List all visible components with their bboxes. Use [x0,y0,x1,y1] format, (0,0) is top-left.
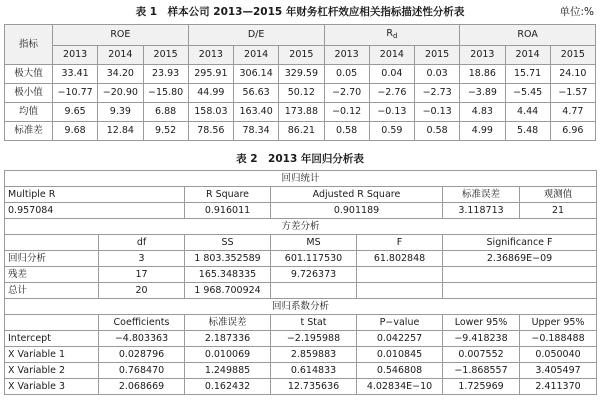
table-row [5,363,597,379]
table1-caption: 表 1 样本公司 2013—2015 年财务杠杆效应相关指标描述性分析表 [135,6,465,18]
value-cell: −2.70 [324,84,369,103]
row-label-cell: X Variable 3 [5,379,99,395]
group-header-cell [53,25,189,46]
year-header-cell: 2013 [324,46,369,65]
table-row [5,283,597,299]
table-row [5,122,596,141]
value-cell: 4.02834E−10 [357,379,443,395]
value-cell: −0.12 [324,103,369,122]
section-title: 回归系数分析 [5,299,597,315]
year-header-cell: 2013 [53,46,98,65]
year-header-cell: 2015 [279,46,324,65]
row-label-cell: 均值 [5,103,53,122]
row-label-cell: 标准差 [5,122,53,141]
value-cell: 0.58 [415,122,460,141]
value-cell: 173.88 [279,103,324,122]
value-cell: −2.195988 [271,331,357,347]
value-cell: −10.77 [53,84,98,103]
value-cell: 0.03 [415,65,460,84]
group-name: D/E [247,29,265,40]
value-cell: −20.90 [98,84,143,103]
value-cell: 21 [520,203,597,219]
value-cell: 0.028796 [99,347,185,363]
value-cell: 2.36869E−09 [443,251,597,267]
reg-stats-value-row [5,203,597,219]
value-cell: −0.13 [415,103,460,122]
table1-group-header-row [5,25,596,46]
value-cell: 0.614833 [271,363,357,379]
value-cell: 20 [99,283,185,299]
row-label-cell: 回归分析 [5,251,99,267]
value-cell: −0.188488 [520,331,597,347]
value-cell: −0.13 [369,103,414,122]
column-header-cell: Lower 95% [443,315,520,331]
value-cell [271,283,357,299]
reg-stats-header-row [5,187,597,203]
table-row [5,347,597,363]
value-cell: 601.117530 [271,251,357,267]
value-cell: 158.03 [188,103,233,122]
value-cell: 0.04 [369,65,414,84]
value-cell: 329.59 [279,65,324,84]
value-cell: 9.52 [143,122,188,141]
value-cell: 9.65 [53,103,98,122]
year-header-cell: 2013 [188,46,233,65]
value-cell: 295.91 [188,65,233,84]
value-cell: 9.39 [98,103,143,122]
column-header-cell [5,315,99,331]
group-subscript: d [392,32,398,40]
row-header-cell: 指标 [5,25,53,65]
section-title-row [5,219,597,235]
value-cell: 12.735636 [271,379,357,395]
value-cell: 3 [99,251,185,267]
table-row [5,251,597,267]
value-cell: 44.99 [188,84,233,103]
column-header-cell: 观测值 [520,187,597,203]
value-cell: 15.71 [505,65,550,84]
value-cell: −15.80 [143,84,188,103]
column-header-cell: Upper 95% [520,315,597,331]
table-row [5,379,597,395]
value-cell: 78.56 [188,122,233,141]
value-cell: 34.20 [98,65,143,84]
column-header-cell: Significance F [443,235,597,251]
year-header-cell: 2015 [143,46,188,65]
value-cell: 0.010845 [357,347,443,363]
value-cell: 1 968.700924 [185,283,271,299]
value-cell: 9.726373 [271,267,357,283]
value-cell: 4.83 [460,103,505,122]
value-cell: 0.007552 [443,347,520,363]
value-cell [443,267,597,283]
value-cell: 2.068669 [99,379,185,395]
group-name: R [386,28,393,39]
value-cell: −1.57 [550,84,595,103]
row-label-cell: 总计 [5,283,99,299]
value-cell: 12.84 [98,122,143,141]
year-header-cell: 2014 [369,46,414,65]
value-cell: 5.48 [505,122,550,141]
value-cell: −5.45 [505,84,550,103]
row-label-cell: X Variable 2 [5,363,99,379]
year-header-cell: 2014 [505,46,550,65]
value-cell: 50.12 [279,84,324,103]
value-cell: 4.44 [505,103,550,122]
column-header-cell: 标准误差 [185,315,271,331]
group-header-cell [188,25,324,46]
value-cell: −9.418238 [443,331,520,347]
value-cell: 0.957084 [5,203,185,219]
row-label-cell: 极大值 [5,65,53,84]
section-title: 方差分析 [5,219,597,235]
value-cell: −1.868557 [443,363,520,379]
value-cell: 61.802848 [357,251,443,267]
value-cell: 163.40 [234,103,279,122]
value-cell: 3.405497 [520,363,597,379]
column-header-cell: t Stat [271,315,357,331]
row-label-cell: 残差 [5,267,99,283]
value-cell: 0.916011 [185,203,271,219]
table-row [5,103,596,122]
value-cell: 2.187336 [185,331,271,347]
value-cell: 1.249885 [185,363,271,379]
value-cell [357,267,443,283]
column-header-cell: 标准误差 [443,187,520,203]
value-cell: 1.725969 [443,379,520,395]
value-cell: 0.050040 [520,347,597,363]
table2-caption: 表 2 2013 年回归分析表 [236,153,364,165]
year-header-cell: 2014 [234,46,279,65]
group-name: ROA [517,29,538,40]
value-cell: 0.162432 [185,379,271,395]
column-header-cell: F [357,235,443,251]
group-name: ROE [110,29,131,40]
value-cell: 17 [99,267,185,283]
value-cell: 165.348335 [185,267,271,283]
value-cell: 24.10 [550,65,595,84]
column-header-cell: P−value [357,315,443,331]
column-header-cell: df [99,235,185,251]
value-cell: 0.59 [369,122,414,141]
value-cell: 86.21 [279,122,324,141]
row-label-cell: 极小值 [5,84,53,103]
value-cell: 6.88 [143,103,188,122]
value-cell: 18.86 [460,65,505,84]
section-title-row [5,299,597,315]
value-cell: −2.73 [415,84,460,103]
column-header-cell: Adjusted R Square [271,187,443,203]
value-cell: 0.546808 [357,363,443,379]
regression-table [4,170,597,395]
group-header-cell [460,25,596,46]
value-cell [357,283,443,299]
coef-header-row [5,315,597,331]
value-cell: 56.63 [234,84,279,103]
year-header-cell: 2015 [550,46,595,65]
row-label-cell: X Variable 1 [5,347,99,363]
value-cell: 0.042257 [357,331,443,347]
value-cell: 0.58 [324,122,369,141]
table-row [5,84,596,103]
value-cell: 3.118713 [443,203,520,219]
value-cell [443,283,597,299]
value-cell: −3.89 [460,84,505,103]
table-row [5,65,596,84]
value-cell: 2.859883 [271,347,357,363]
year-header-cell: 2014 [98,46,143,65]
value-cell: 6.96 [550,122,595,141]
column-header-cell: SS [185,235,271,251]
row-label-cell: Intercept [5,331,99,347]
column-header-cell: R Square [185,187,271,203]
year-header-cell: 2013 [460,46,505,65]
value-cell: 306.14 [234,65,279,84]
value-cell: −2.76 [369,84,414,103]
column-header-cell: Multiple R [5,187,185,203]
table-row [5,267,597,283]
value-cell: 0.010069 [185,347,271,363]
group-header-cell [324,25,460,46]
table-row [5,331,597,347]
value-cell: 33.41 [53,65,98,84]
value-cell: 9.68 [53,122,98,141]
section-title: 回归统计 [5,171,597,187]
table1-year-header-row [5,46,596,65]
column-header-cell [5,235,99,251]
anova-header-row [5,235,597,251]
value-cell: 23.93 [143,65,188,84]
value-cell: 0.901189 [271,203,443,219]
value-cell: 0.05 [324,65,369,84]
value-cell: 4.77 [550,103,595,122]
value-cell: 2.411370 [520,379,597,395]
column-header-cell: Coefficients [99,315,185,331]
value-cell: 0.768470 [99,363,185,379]
section-title-row [5,171,597,187]
column-header-cell: MS [271,235,357,251]
value-cell: −4.803363 [99,331,185,347]
value-cell: 1 803.352589 [185,251,271,267]
value-cell: 78.34 [234,122,279,141]
value-cell: 4.99 [460,122,505,141]
descriptive-stats-table [4,24,596,141]
table1-unit: 单位:% [559,6,594,18]
year-header-cell: 2015 [415,46,460,65]
